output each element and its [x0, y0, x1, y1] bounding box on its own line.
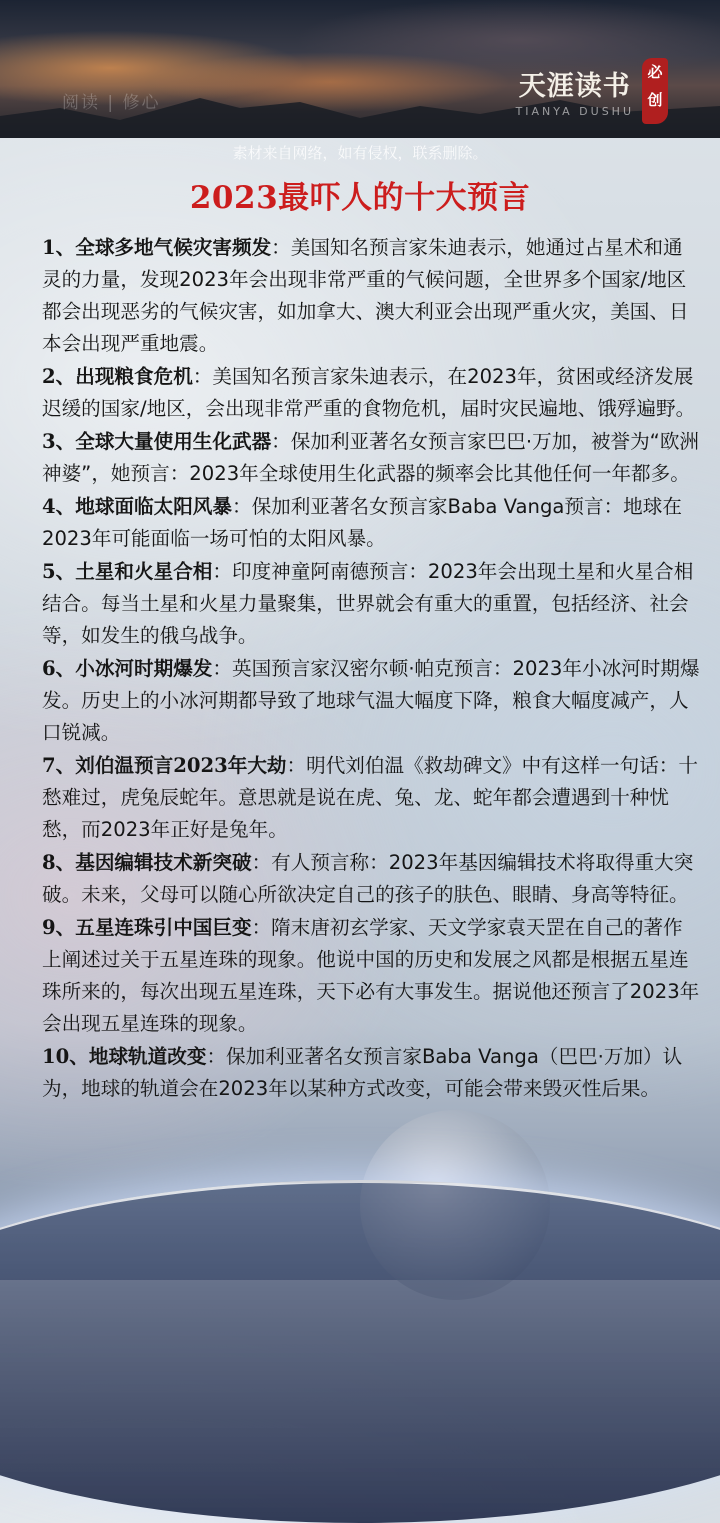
item-body: ：保加利亚著名女预言家Baba Vanga预言：地球在2023年可能面临一场可怕的太阳风暴。: [42, 495, 682, 550]
brand-logo: [516, 64, 634, 118]
item-heading: 7、刘伯温预言2023年大劫: [42, 754, 287, 777]
list-item: [42, 847, 702, 911]
page-title: 2023最吓人的十大预言: [189, 180, 531, 216]
list-item: [42, 750, 702, 846]
item-body: ：隋末唐初玄学家、天文学家袁天罡在自己的著作上阐述过关于五星连珠的现象。他说中国的历史和发展之风都是根据五星连珠所来的，每次出现五星连珠，天下必有大事发生。据说他还预言了2023年会出现五星连珠的现象。: [42, 916, 700, 1035]
item-heading: 3、全球大量使用生化武器: [42, 430, 272, 453]
list-item: [42, 426, 702, 490]
seal-stamp: 必创: [642, 58, 668, 124]
item-heading: 4、地球面临太阳风暴: [42, 495, 232, 518]
header-slogan: 阅读 | 修心: [62, 93, 161, 113]
list-item: [42, 361, 702, 425]
item-body: ：有人预言称：2023年基因编辑技术将取得重大突破。未来，父母可以随心所欲决定自己的孩子的肤色、眼睛、身高等特征。: [42, 851, 694, 906]
item-heading: 8、基因编辑技术新突破: [42, 851, 252, 874]
item-heading: 2、出现粮食危机: [42, 365, 193, 388]
list-item: [42, 232, 702, 360]
item-body: ：保加利亚著名女预言家Baba Vanga（巴巴·万加）认为，地球的轨道会在2023年以某种方式改变，可能会带来毁灭性后果。: [42, 1045, 683, 1100]
item-body: ：明代刘伯温《救劫碑文》中有这样一句话：十愁难过，虎兔辰蛇年。意思就是说在虎、兔、龙、蛇年都会遭遇到十种忧愁，而2023年正好是兔年。: [42, 754, 698, 841]
item-heading: 9、五星连珠引中国巨变: [42, 916, 252, 939]
item-body: ：美国知名预言家朱迪表示，在2023年，贫困或经济发展迟缓的国家/地区，会出现非常严重的食物危机，届时灾民遍地、饿殍遍野。: [42, 365, 696, 420]
header-banner: [0, 0, 720, 138]
item-heading: 5、土星和火星合相: [42, 560, 213, 583]
item-body: ：保加利亚著名女预言家巴巴·万加，被誉为“欧洲神婆”，她预言：2023年全球使用生化武器的频率会比其他任何一年都多。: [42, 430, 700, 485]
list-item: [42, 653, 702, 749]
list-item: [42, 1041, 702, 1105]
item-heading: 6、小冰河时期爆发: [42, 657, 213, 680]
prophecy-list: [42, 232, 702, 1106]
list-item: [42, 491, 702, 555]
item-heading: 1、全球多地气候灾害频发: [42, 236, 272, 259]
item-heading: 10、地球轨道改变: [42, 1045, 207, 1068]
brand-title: 天涯读书: [518, 71, 631, 102]
list-item: [42, 556, 702, 652]
list-item: [42, 912, 702, 1040]
copyright-notice: 素材来自网络，如有侵权，联系删除。: [232, 144, 488, 162]
item-body: ：美国知名预言家朱迪表示，她通过占星术和通灵的力量，发现2023年会出现非常严重的气候问题，全世界多个国家/地区都会出现恶劣的气候灾害，如加拿大、澳大利亚会出现严重火灾，美国、日本会出现严重地震。: [42, 236, 689, 355]
item-body: ：英国预言家汉密尔顿·帕克预言：2023年小冰河时期爆发。历史上的小冰河期都导致了地球气温大幅度下降，粮食大幅度减产，人口锐减。: [42, 657, 700, 744]
brand-subtitle: TIANYA DUSHU: [515, 105, 634, 118]
earth-horizon-graphic: [0, 1180, 720, 1523]
item-body: ：印度神童阿南德预言：2023年会出现土星和火星合相结合。每当土星和火星力量聚集，世界就会有重大的重置，包括经济、社会等，如发生的俄乌战争。: [42, 560, 694, 647]
